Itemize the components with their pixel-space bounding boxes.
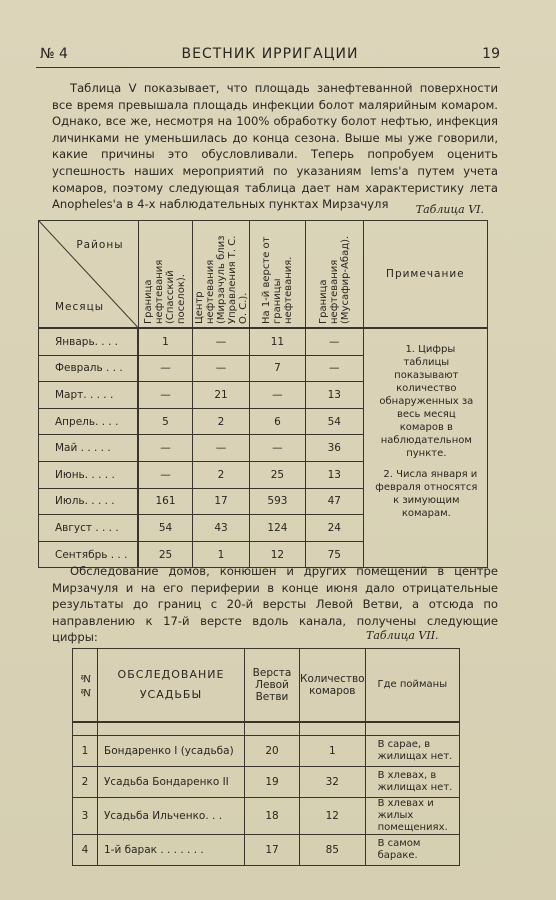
table-row: Май . . . . . — — — 36 — [39, 435, 488, 462]
column-header: № № — [73, 649, 98, 723]
journal-title: ВЕСТНИК ИРРИГАЦИИ — [181, 46, 359, 62]
table-7-caption: Таблица VII. — [366, 629, 439, 642]
table-row: Март. . . . . — 21 — 13 — [39, 382, 488, 409]
column-header: Верста Левой Ветви — [245, 649, 300, 723]
running-header — [40, 46, 500, 68]
table-row: 1 Бондаренко I (усадьба) 20 1 В сарае, в жилищах нет. — [73, 736, 460, 767]
column-header: На 1-й версте от границы нефтевания. — [249, 221, 305, 329]
issue-number: № 4 — [40, 46, 68, 62]
paragraph-2: Обследование домов, конюшен и других помещений в центре Мирзачуля и на его периферии в конце июня дало отрицательные результаты до границ с 20-й версты Левой Ветви, а отсюда по направлению к 17-й версте вдоль канала, получены следующие цифры: — [52, 564, 498, 645]
table-row: 2 Усадьба Бондаренко II 19 32 В хлевах, в жилищах нет. — [73, 767, 460, 798]
note-2: 2. Числа января и февраля относятся к зимующим комарам. — [375, 469, 478, 519]
table-row: 3 Усадьба Ильченко. . . 18 12 В хлевах и жилых помещениях. — [73, 798, 460, 835]
note-1: 1. Цифры таблицы показывают количество обнаруженных за весь месяц комаров в наблюдательном пункте. — [379, 344, 474, 459]
table-row: Август . . . . 54 43 124 24 — [39, 515, 488, 542]
table-row: 4 1-й барак . . . . . . . 17 85 В самом бараке. — [73, 835, 460, 866]
table-row: Июнь. . . . . — 2 25 13 — [39, 461, 488, 488]
table-row: Сентябрь . . . 25 1 12 75 — [39, 541, 488, 568]
table-6-corner — [39, 221, 139, 329]
corner-districts-label: Районы — [76, 239, 124, 251]
note-header: Примечание — [363, 221, 487, 329]
table-6-notes — [363, 328, 487, 568]
column-header: ОБСЛЕДОВАНИЕ УСАДЬБЫ — [98, 649, 245, 723]
header-rule — [36, 67, 500, 68]
page-number: 19 — [482, 46, 500, 62]
column-header: Где пойманы — [365, 649, 459, 723]
column-header: Центр нефтевания (Мирзачуль близ Управления Т. С. О. С.). — [193, 221, 250, 329]
table-6 — [38, 220, 488, 568]
table-6-caption: Таблица VI. — [415, 203, 484, 216]
table-row: Январь. . . . 1 — 11 — 1. Цифры таблицы показывают количество обнаруженных за весь месяц комаров в наблюдательном пункте. 2. Числа января и февраля относятся к зимующим комарам. — [39, 328, 488, 355]
table-row: Февраль . . . — — 7 — — [39, 355, 488, 382]
table-row: Апрель. . . . 5 2 6 54 — [39, 408, 488, 435]
paragraph-1: Таблица V показывает, что площадь занефтеванной поверхности все время превышала площадь инфекции болот малярийным комаром. Однако, все же, несмотря на 100% обработку болот нефтью, инфекция личинками не уменьшилась до конца сезона. Выше мы уже говорили, какие причины это обусловливали. Теперь попробуем оценить успешность наших мероприятий по указаниям Iems'a путем учета комаров, поэтому следующая таблица дает нам характеристику лета Anopheles'a в 4-х наблюдательных пунктах Мирзачуля — [52, 81, 498, 212]
column-header: Количество комаров — [300, 649, 366, 723]
table-row: Июль. . . . . 161 17 593 47 — [39, 488, 488, 515]
table-7 — [72, 648, 460, 866]
column-header: Граница нефтевания (Мусафир-Абад). — [305, 221, 363, 329]
column-header: Граница нефтевания (Спасский поселок). — [138, 221, 193, 329]
corner-months-label: Месяцы — [55, 301, 105, 313]
